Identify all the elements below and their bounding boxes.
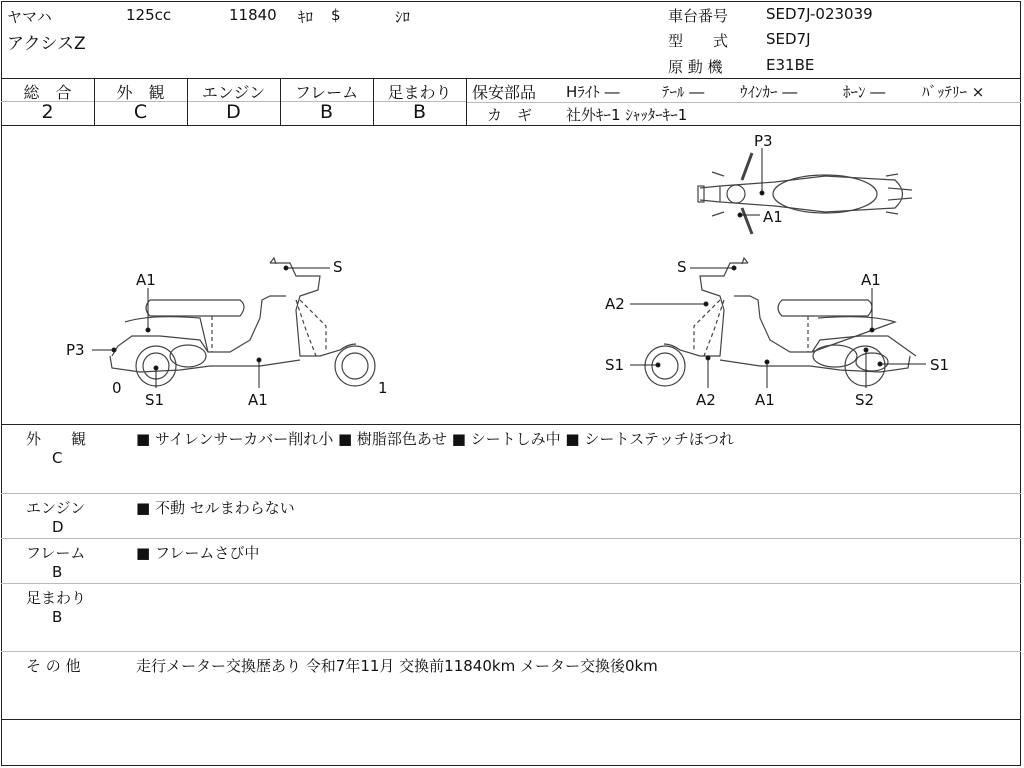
- engine-label: 原 動 機: [668, 58, 723, 76]
- diagram-label-left-one: 1: [378, 379, 388, 397]
- diagram-label-right-s1-front: S1: [605, 356, 625, 374]
- maker: ヤマハ: [7, 8, 52, 26]
- scooter-diagram: [0, 126, 1024, 424]
- grade-exterior: C: [133, 101, 148, 123]
- scooter-top-view: [698, 153, 912, 234]
- remark-label-frame: フレーム: [26, 544, 86, 562]
- mileage: 11840: [229, 6, 277, 24]
- type-value: SED7J: [766, 30, 811, 48]
- safety-battery: ﾊﾞｯﾃﾘｰ ×: [922, 83, 985, 101]
- remark-grade-exterior: C: [52, 449, 63, 467]
- diagram-label-right-s: S: [677, 258, 687, 276]
- grade-frame: B: [319, 101, 334, 123]
- diagram-label-top-a1: A1: [763, 208, 783, 226]
- diagram-label-right-s2: S2: [855, 391, 875, 409]
- remark-text-engine: ■ 不動 セルまわらない: [136, 499, 295, 517]
- grade-overall: 2: [41, 101, 54, 123]
- type-label: 型 式: [668, 32, 729, 50]
- diagram-label-right-a1-floor: A1: [755, 391, 775, 409]
- safety-tail: ﾃｰﾙ ―: [662, 83, 705, 101]
- divider: [1, 424, 1021, 425]
- frame-no-label: 車台番号: [668, 7, 729, 25]
- diagram-label-right-s1-muffler: S1: [930, 356, 950, 374]
- remark-text-other: 走行メーター交換歴あり 令和7年11月 交換前11840km メーター交換後0km: [136, 657, 658, 675]
- key-label: カ ギ: [487, 106, 533, 124]
- frame-no: SED7J-023039: [766, 5, 873, 23]
- body-color: ｼﾛ: [395, 8, 411, 26]
- engine-value: E31BE: [766, 56, 815, 74]
- remark-label-suspension: 足まわり: [26, 589, 87, 607]
- remark-grade-suspension: B: [52, 608, 63, 626]
- grade-header-engine: エンジン: [201, 83, 266, 102]
- grade-header-overall: 総 合: [23, 83, 72, 102]
- diagram-label-left-zero: 0: [112, 379, 122, 397]
- diagram-label-top-p3: P3: [754, 132, 773, 150]
- diagram-label-left-s1: S1: [145, 391, 165, 409]
- divider: [466, 78, 467, 125]
- key-value: 社外ｷｰ1 ｼｬｯﾀｰｷｰ1: [566, 106, 688, 124]
- safety-headlight: Hﾗｲﾄ ―: [566, 83, 620, 101]
- diagram-label-right-a2-floor: A2: [696, 391, 716, 409]
- remark-text-frame: ■ フレームさび中: [136, 544, 260, 562]
- mileage-mark: $: [331, 6, 341, 24]
- divider: [1, 493, 1021, 494]
- diagram-label-right-a1-seat: A1: [861, 271, 881, 289]
- safety-winker: ｳｲﾝｶｰ ―: [740, 83, 798, 101]
- displacement: 125cc: [126, 6, 172, 24]
- divider: [1, 583, 1021, 584]
- diagram-label-right-a2-front: A2: [605, 295, 625, 313]
- divider: [1, 538, 1021, 539]
- divider: [466, 102, 1021, 103]
- divider: [1, 78, 1021, 79]
- safety-horn: ﾎｰﾝ ―: [843, 83, 886, 101]
- remark-grade-frame: B: [52, 563, 63, 581]
- diagram-label-left-a1-seat: A1: [136, 271, 156, 289]
- remark-label-other: そ の 他: [26, 657, 81, 675]
- grade-header-suspension: 足まわり: [387, 83, 452, 102]
- safety-label: 保安部品: [472, 83, 537, 102]
- diagram-label-left-a1-floor: A1: [248, 391, 268, 409]
- grade-suspension: B: [412, 101, 427, 123]
- remark-label-engine: エンジン: [26, 499, 86, 517]
- divider: [1, 719, 1021, 720]
- divider: [1, 651, 1021, 652]
- grade-header-frame: フレーム: [294, 83, 359, 102]
- remark-text-exterior: ■ サイレンサーカバー削れ小 ■ 樹脂部色あせ ■ シートしみ中 ■ シートステッチほつれ: [136, 430, 734, 448]
- diagram-label-left-s: S: [333, 258, 343, 276]
- remark-grade-engine: D: [52, 518, 64, 536]
- diagram-label-left-p3: P3: [66, 341, 85, 359]
- model-name: アクシスZ: [7, 34, 86, 54]
- mileage-unit: ｷﾛ: [298, 8, 314, 26]
- remark-label-exterior: 外 観: [26, 430, 87, 448]
- grade-engine: D: [226, 101, 241, 123]
- grade-header-exterior: 外 観: [116, 83, 165, 102]
